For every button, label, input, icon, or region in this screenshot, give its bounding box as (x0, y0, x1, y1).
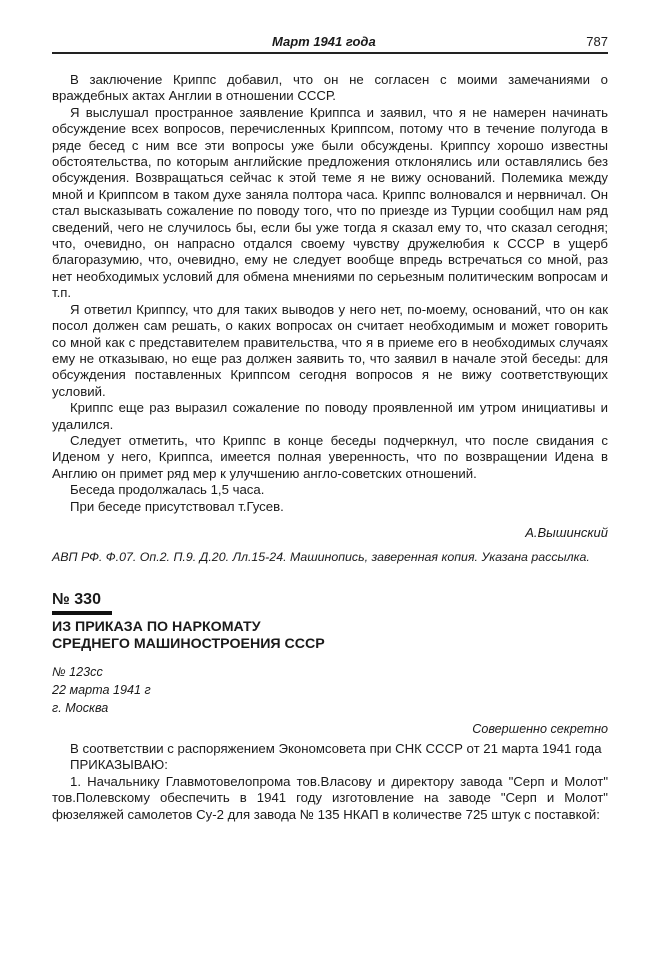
paragraph: Следует отметить, что Криппс в конце беседы подчеркнул, что после свидания с Иденом у него, Криппса, имеется полная уверенность, что по возвращении Идена в Англию он примет ряд мер к улучшению англо-советских отношений. (52, 432, 608, 481)
document-date: 22 марта 1941 г (52, 682, 151, 697)
document-number: № 330 (52, 590, 101, 608)
page-number: 787 (586, 34, 608, 49)
document-title-line: СРЕДНЕГО МАШИНОСТРОЕНИЯ СССР (52, 635, 325, 652)
signature: А.Вышинский (525, 524, 608, 540)
document-number-underline (52, 611, 112, 615)
document-title-line: ИЗ ПРИКАЗА ПО НАРКОМАТУ (52, 618, 261, 635)
page-header (52, 34, 608, 54)
registration-number: № 123сс (52, 664, 103, 679)
paragraph: В соответствии с распоряжением Экономсовета при СНК СССР от 21 марта 1941 года (70, 740, 602, 756)
paragraph: При беседе присутствовал т.Гусев. (70, 498, 284, 514)
order-text (52, 741, 608, 823)
document-place: г. Москва (52, 700, 109, 715)
paragraph: Беседа продолжалась 1,5 часа. (70, 482, 265, 498)
paragraph: ПРИКАЗЫВАЮ: (70, 757, 168, 773)
document-meta (52, 663, 608, 717)
paragraph: 1. Начальнику Главмотовелопрома тов.Власову и директору завода "Серп и Молот" тов.Полевскому обеспечить в 1941 году изготовление на заводе "Серп и Молот" фюзеляжей самолетов Су-2 для завода № 135 НКАП в количестве 725 штук с поставкой: (52, 773, 608, 822)
paragraph: В заключение Криппс добавил, что он не согласен с моими замечаниями о враждебных актах Англии в отношении СССР. (52, 72, 608, 104)
source-note: АВП РФ. Ф.07. Оп.2. П.9. Д.20. Лл.15-24. Машинопись, заверенная копия. Указана рассылка. (52, 549, 590, 564)
paragraph: Я ответил Криппсу, что для таких выводов у него нет, по-моему, оснований, что он как посол должен сам решать, о каких вопросах он считает необходимым и может говорить со мной как с представителем правительства, что я в приеме его в необходимых случаях ему не отказываю, но еще раз должен заявить то, что заявил в начале этой беседы: для обсуждения поставленных Криппсом сегодня вопросов я не вижу соответствующих условий. (52, 301, 608, 399)
paragraph: Я выслушал пространное заявление Криппса и заявил, что я не намерен начинать обсуждение всех вопросов, перечисленных Криппсом, потому что в течение полугода в ряде бесед с ним все эти вопросы уже были обсуждены. Криппсу хорошо известны обстоятельства, по которым английские предложения отклонялись или оставлялись без обсуждения. Возвращаться сейчас к этой теме я не вижу оснований. Полемика между мной и Криппсом в таком духе заняла полтора часа. Криппс волновался и нервничал. Он стал высказывать сожаление по поводу того, что по приезде из Турции сообщил нам ряд сведений, чего не случилось бы, если бы уже тогда я сказал ему то, что сказал сегодня; что, очевидно, он напрасно отдался своему чувству дружелюбия к СССР в ущерб благоразумию, что, очевидно, ему не следует вообще впредь встречаться со мной, раз нет необходимых условий для обмена мнениями по серьезным политическим вопросам и т.п. (52, 104, 608, 301)
classification-mark: Совершенно секретно (472, 721, 608, 736)
document-title (52, 619, 608, 653)
paragraph: Криппс еще раз выразил сожаление по поводу проявленной им утром инициативы и удалился. (52, 400, 608, 432)
page-body (52, 72, 608, 823)
running-title: Март 1941 года (272, 34, 376, 49)
